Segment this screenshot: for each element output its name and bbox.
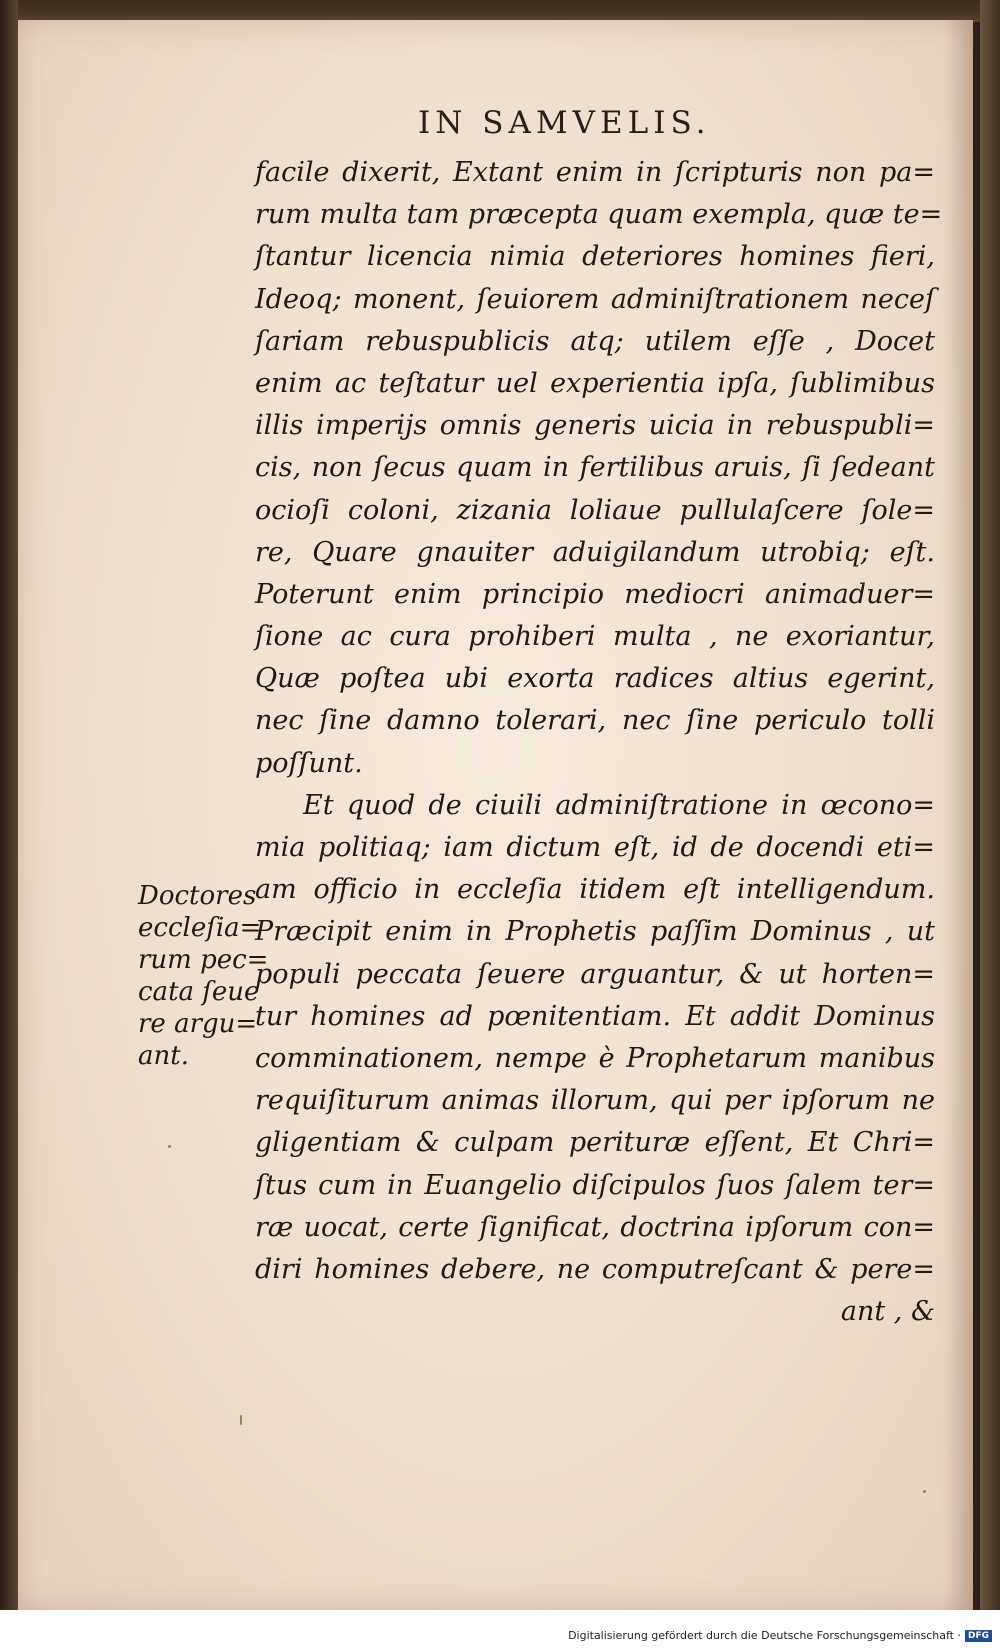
text-line: requiſiturum animas illorum, qui per ipſorum ne xyxy=(255,1085,935,1117)
marginal-line: cata ſeue xyxy=(138,977,260,1007)
marginal-line: eccleſia= xyxy=(138,913,262,943)
text-line: facile dixerit, Extant enim in ſcripturis non pa= xyxy=(255,157,935,188)
text-line: populi peccata ſeuere arguantur, & ut horten= xyxy=(255,958,935,990)
text-line: mia politiaq; iam dictum eſt, id de docendi eti= xyxy=(255,832,935,863)
text-line: tur homines ad pœnitentiam. Et addit Dominus xyxy=(255,1000,935,1032)
book-top-edge xyxy=(0,0,1000,22)
paper-speck xyxy=(240,1415,242,1425)
catchword-line: ant , & xyxy=(840,1296,935,1328)
dfg-logo-icon: DFG xyxy=(965,1630,992,1642)
marginal-line: rum pec= xyxy=(138,945,269,975)
footer-credit xyxy=(568,1629,992,1642)
text-line: re, Quare gnauiter aduigilandum utrobiq; eſt. xyxy=(255,536,935,568)
text-line: rum multa tam præcepta quam exempla, quæ te= xyxy=(255,199,943,231)
marginal-note xyxy=(138,880,269,1072)
text-line: ſtantur licencia nimia deteriores homines fieri, xyxy=(255,241,935,273)
text-line: ocioſi coloni, zizania loliaue pullulaſcere ſole= xyxy=(255,494,935,526)
paper-speck xyxy=(923,1490,926,1493)
text-line: nec ſine damno tolerari, nec ſine periculo tolli xyxy=(255,705,935,737)
text-line: am officio in eccleſia itidem eſt intelligendum. xyxy=(255,874,935,906)
text-line: gligentiam & culpam perituræ eſſent, Et Chri= xyxy=(255,1127,935,1159)
text-line: Præcipit enim in Prophetis paſſim Dominus , ut xyxy=(255,916,935,948)
footer-bar xyxy=(0,1610,1000,1648)
marginal-line: re argu= xyxy=(138,1009,258,1039)
running-head: IN SAMVELIS. xyxy=(418,105,711,141)
marginal-line: Doctores xyxy=(138,881,257,911)
text-line: illis imperijs omnis generis uicia in rebuspubli= xyxy=(255,410,935,442)
marginal-line: ant. xyxy=(138,1041,189,1071)
body-text xyxy=(255,152,943,1333)
book-left-edge xyxy=(0,0,18,1648)
text-line: cis, non ſecus quam in fertilibus aruis, ſi ſedeant xyxy=(255,452,935,484)
text-line: Ideoq; monent, ſeuiorem adminiſtrationem neceſ xyxy=(255,283,935,315)
text-line: comminationem, nempe è Prophetarum manibus xyxy=(255,1042,935,1074)
book-right-edge xyxy=(980,0,1000,1648)
text-line: ſariam rebuspublicis atq; utilem eſſe , Docet xyxy=(255,325,935,357)
text-line: ſione ac cura prohiberi multa , ne exoriantur, xyxy=(255,621,935,653)
text-line: poſſunt. xyxy=(255,747,363,779)
footer-credit-text: Digitalisierung gefördert durch die Deutsche Forschungsgemeinschaft · xyxy=(568,1629,961,1642)
paragraph-first-line: Et quod de ciuili adminiſtratione in œcono= xyxy=(303,789,935,821)
text-line: ræ uocat, certe ſignificat, doctrina ipſorum con= xyxy=(255,1211,935,1243)
text-line: diri homines debere, ne computreſcant & pere= xyxy=(255,1253,935,1285)
text-line: Quæ poſtea ubi exorta radices altius egerint, xyxy=(255,663,935,695)
text-line: ſtus cum in Euangelio diſcipulos ſuos ſalem ter= xyxy=(255,1169,935,1201)
text-line: enim ac teſtatur uel experientia ipſa, ſublimibus xyxy=(255,367,935,399)
paper-speck xyxy=(168,1145,171,1148)
text-line: Poterunt enim principio mediocri animaduer= xyxy=(255,578,935,610)
